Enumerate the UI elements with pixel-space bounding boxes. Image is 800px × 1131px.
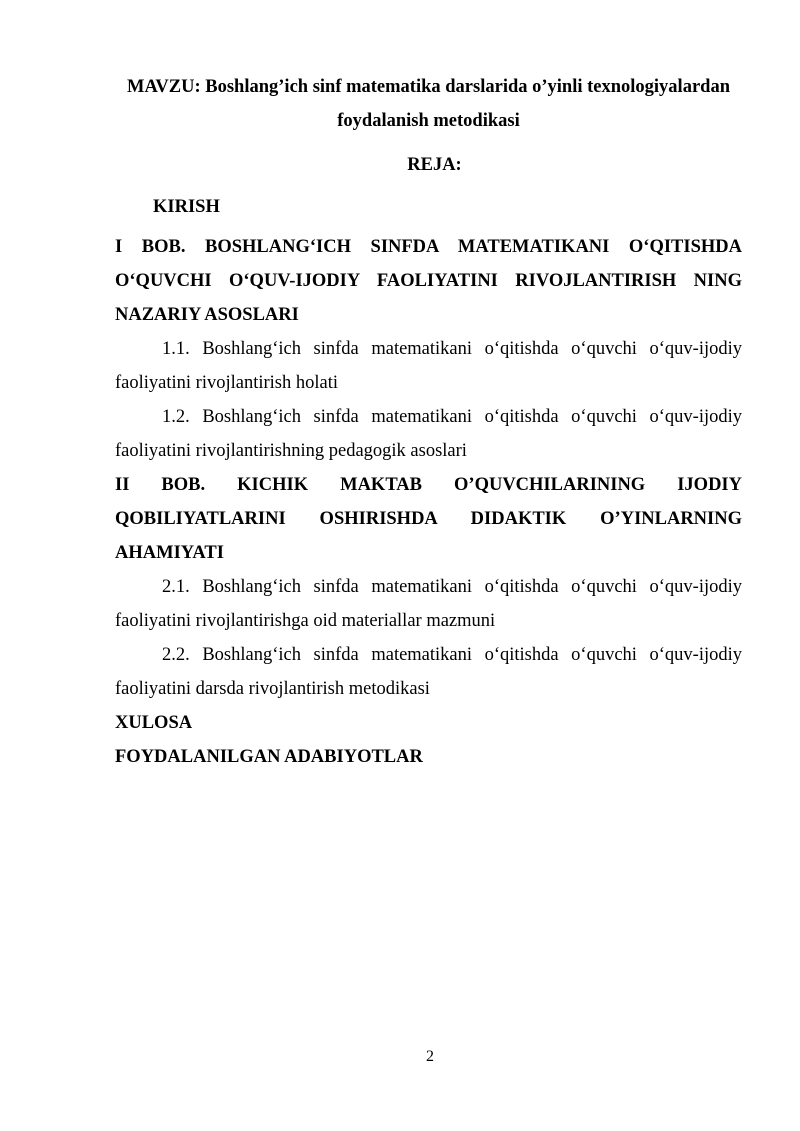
chapter-2-heading: II BOB. KICHIK MAKTAB O’QUVCHILARINING IJODIY QOBILIYATLARINI OSHIRISHDA DIDAKTIK O’YINLARNING AHAMIYATI: [115, 475, 742, 563]
page-number: 2: [426, 1048, 434, 1065]
chapter-1-heading: I BOB. BOSHLANG‘ICH SINFDA MATEMATIKANI O‘QITISHDA O‘QUVCHI O‘QUV-IJODIY FAOLIYATINI RIVOJLANTIRISH NING NAZARIY ASOSLARI: [115, 237, 742, 325]
section-2-1: 2.1. Boshlang‘ich sinfda matematikani o‘qitishda o‘quvchi o‘quv-ijodiy faoliyatini rivojlantirishga oid materiallar mazmuni: [115, 577, 742, 631]
intro-heading: KIRISH: [153, 197, 220, 217]
section-1-2: 1.2. Boshlang‘ich sinfda matematikani o‘qitishda o‘quvchi o‘quv-ijodiy faoliyatini rivojlantirishning pedagogik asoslari: [115, 407, 742, 461]
section-2-2: 2.2. Boshlang‘ich sinfda matematikani o‘qitishda o‘quvchi o‘quv-ijodiy faoliyatini darsda rivojlantirish metodikasi: [115, 645, 742, 699]
document-title: MAVZU: Boshlang’ich sinf matematika darslarida o’yinli texnologiyalardan foydalanish metodikasi: [126, 77, 730, 131]
plan-heading: REJA:: [407, 155, 462, 175]
conclusion-heading: XULOSA: [115, 713, 193, 733]
document-page: [115, 70, 742, 774]
section-1-1: 1.1. Boshlang‘ich sinfda matematikani o‘qitishda o‘quvchi o‘quv-ijodiy faoliyatini rivojlantirish holati: [115, 339, 742, 393]
references-heading: FOYDALANILGAN ADABIYOTLAR: [115, 747, 423, 767]
